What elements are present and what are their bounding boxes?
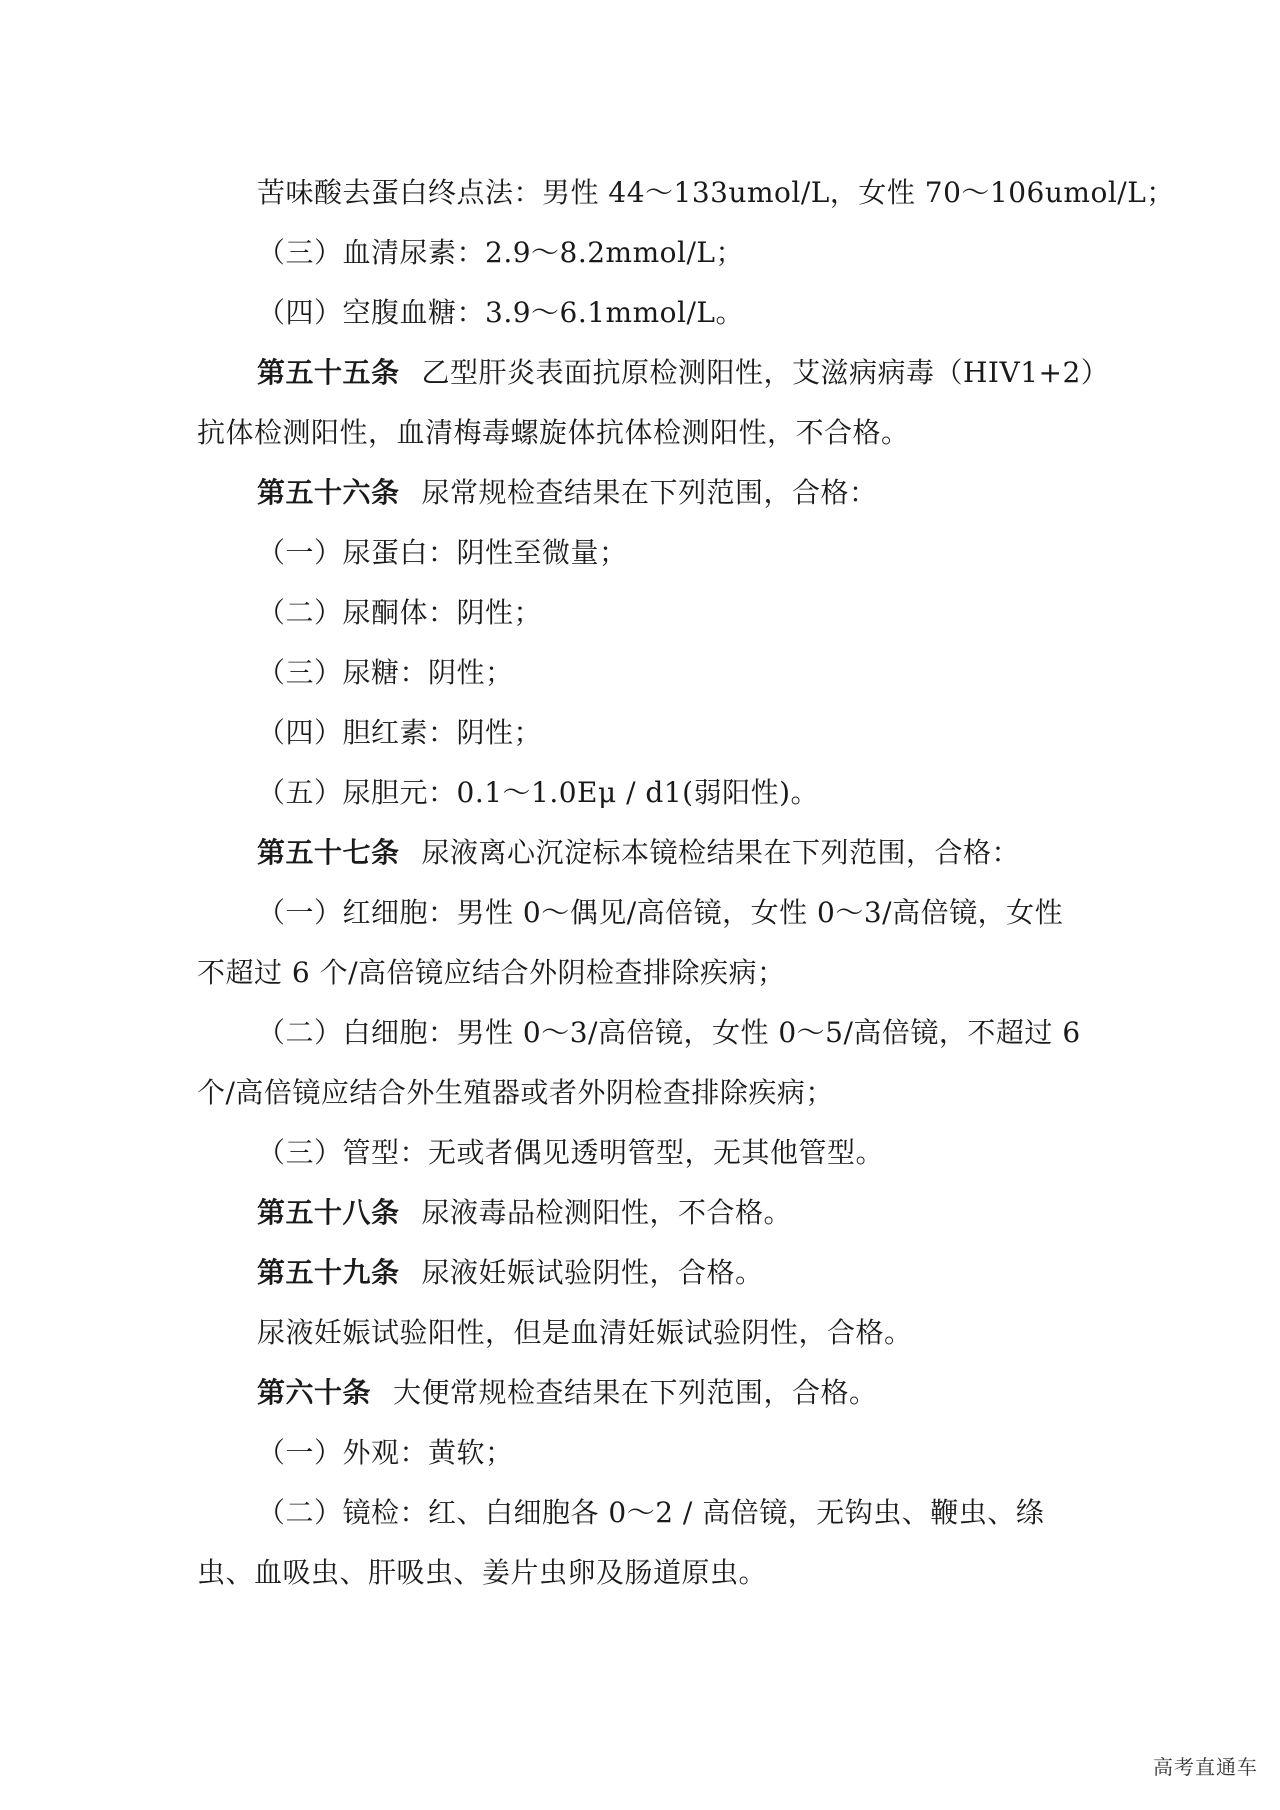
article-heading: 第六十条 <box>257 1376 372 1409</box>
article-heading: 第五十八条 <box>257 1196 400 1229</box>
text-line: （三）血清尿素：2.9～8.2mmol/L； <box>257 236 745 269</box>
text-line: （二）尿酮体：阴性； <box>257 596 543 629</box>
text-line: （三）管型：无或者偶见透明管型，无其他管型。 <box>257 1136 885 1169</box>
text-line: （四）胆红素：阴性； <box>257 716 543 749</box>
text-line: 个/高倍镜应结合外生殖器或者外阴检查排除疾病； <box>197 1076 834 1109</box>
text-line: （二）白细胞：男性 0～3/高倍镜，女性 0～5/高倍镜，不超过 6 <box>257 1016 1081 1049</box>
article-line: 第六十条 大便常规检查结果在下列范围，合格。 <box>257 1376 878 1409</box>
text-line: （一）尿蛋白：阴性至微量； <box>257 536 628 569</box>
article-heading: 第五十六条 <box>257 476 400 509</box>
text-line: 苦味酸去蛋白终点法：男性 44～133umol/L，女性 70～106umol/L； <box>257 176 1175 209</box>
article-line: 第五十九条 尿液妊娠试验阴性，合格。 <box>257 1256 764 1289</box>
text-line: 抗体检测阳性，血清梅毒螺旋体抗体检测阳性，不合格。 <box>197 416 910 449</box>
article-line: 第五十五条 乙型肝炎表面抗原检测阳性，艾滋病病毒（HIV1+2） <box>257 356 1110 389</box>
text-line: （二）镜检：红、白细胞各 0～2 / 高倍镜，无钩虫、鞭虫、绦 <box>257 1496 1045 1529</box>
text-line: （一）外观：黄软； <box>257 1436 514 1469</box>
watermark: 高考直通车 <box>1153 1755 1258 1779</box>
text-line: （四）空腹血糖：3.9～6.1mmol/L。 <box>257 296 745 329</box>
article-line: 第五十六条 尿常规检查结果在下列范围，合格： <box>257 476 878 509</box>
article-line: 第五十八条 尿液毒品检测阳性，不合格。 <box>257 1196 793 1229</box>
article-heading: 第五十五条 <box>257 356 400 389</box>
article-heading: 第五十七条 <box>257 836 400 869</box>
text-line: （五）尿胆元：0.1～1.0Eμ / d1(弱阳性)。 <box>257 776 820 809</box>
text-line: （三）尿糖：阴性； <box>257 656 514 689</box>
article-line: 第五十七条 尿液离心沉淀标本镜检结果在下列范围，合格： <box>257 836 1021 869</box>
text-line: 虫、血吸虫、肝吸虫、姜片虫卵及肠道原虫。 <box>197 1556 768 1589</box>
article-heading: 第五十九条 <box>257 1256 400 1289</box>
text-line: 尿液妊娠试验阳性，但是血清妊娠试验阴性，合格。 <box>257 1316 913 1349</box>
text-line: 不超过 6 个/高倍镜应结合外阴检查排除疾病； <box>197 956 786 989</box>
text-line: （一）红细胞：男性 0～偶见/高倍镜，女性 0～3/高倍镜，女性 <box>257 896 1064 929</box>
